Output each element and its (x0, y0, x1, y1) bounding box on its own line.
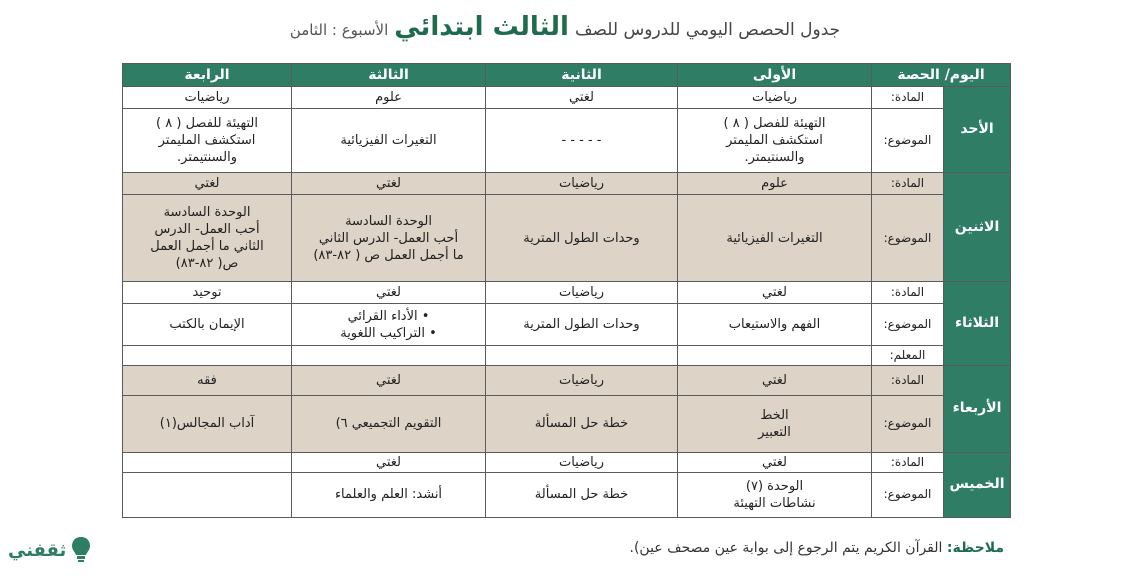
title-week: الأسبوع : الثامن (289, 21, 389, 39)
tuesday-topic-2: وحدات الطول المترية (486, 303, 678, 345)
sunday-subject-2: لغتي (486, 87, 678, 109)
subject-label: المادة: (872, 452, 944, 472)
tuesday-subject-row (123, 281, 1011, 303)
wednesday-subject-1: لغتي (678, 366, 872, 396)
note-label: ملاحظة: (946, 540, 1004, 556)
topic-label: الموضوع: (872, 195, 944, 281)
subject-label: المادة: (872, 281, 944, 303)
wednesday-topic-2: خطة حل المسألة (486, 396, 678, 452)
teacher-label: المعلم: (872, 346, 944, 366)
topic-label: الموضوع: (872, 303, 944, 345)
subject-label: المادة: (872, 173, 944, 195)
tuesday-teacher-3 (292, 346, 486, 366)
wednesday-topic-3: التقويم التجميعي ٦) (292, 396, 486, 452)
schedule-table (122, 63, 1011, 518)
thursday-subject-2: رياضيات (486, 452, 678, 472)
tuesday-topic-3: • الأداء القرائي • التراكيب اللغوية (292, 303, 486, 345)
tuesday-subject-3: لغتي (292, 281, 486, 303)
monday-topic-2: وحدات الطول المترية (486, 195, 678, 281)
header-row (123, 64, 1011, 87)
topic-label: الموضوع: (872, 396, 944, 452)
tuesday-topic-4: الإيمان بالكتب (123, 303, 292, 345)
monday-subject-3: لغتي (292, 173, 486, 195)
sunday-topic-row (123, 109, 1011, 173)
day-tuesday: الثلاثاء (944, 281, 1011, 365)
tuesday-subject-4: توحيد (123, 281, 292, 303)
sunday-topic-4: التهيئة للفصل ( ٨ ) استكشف المليمتر والسنتيمتر. (123, 109, 292, 173)
monday-topic-row (123, 195, 1011, 281)
lightbulb-icon (70, 535, 92, 565)
site-logo (8, 535, 92, 565)
thursday-topic-3: أنشد: العلم والعلماء (292, 472, 486, 517)
wednesday-topic-1: الخط التعبير (678, 396, 872, 452)
tuesday-topic-row (123, 303, 1011, 345)
sunday-subject-4: رياضيات (123, 87, 292, 109)
day-thursday: الخميس (944, 452, 1011, 517)
thursday-subject-3: لغتي (292, 452, 486, 472)
header-period-1: الأولى (678, 64, 872, 87)
header-period-3: الثالثة (292, 64, 486, 87)
header-period-2: الثانية (486, 64, 678, 87)
thursday-subject-4 (123, 452, 292, 472)
tuesday-teacher-row (123, 346, 1011, 366)
tuesday-subject-2: رياضيات (486, 281, 678, 303)
sunday-subject-1: رياضيات (678, 87, 872, 109)
sunday-subject-row (123, 87, 1011, 109)
header-day-period: اليوم/ الحصة (872, 64, 1011, 87)
logo-text: ثقفني (8, 539, 67, 561)
wednesday-subject-3: لغتي (292, 366, 486, 396)
topic-label: الموضوع: (872, 109, 944, 173)
sunday-subject-3: علوم (292, 87, 486, 109)
monday-subject-1: علوم (678, 173, 872, 195)
wednesday-subject-4: فقه (123, 366, 292, 396)
page-title (290, 12, 840, 42)
thursday-topic-row (123, 472, 1011, 517)
thursday-topic-2: خطة حل المسألة (486, 472, 678, 517)
monday-subject-4: لغتي (123, 173, 292, 195)
day-sunday: الأحد (944, 87, 1011, 173)
note-text: القرآن الكريم يتم الرجوع إلى بوابة عين مصحف عين). (629, 540, 943, 556)
wednesday-subject-2: رياضيات (486, 366, 678, 396)
tuesday-teacher-4 (123, 346, 292, 366)
monday-topic-3: الوحدة السادسة أحب العمل- الدرس الثاني ما أجمل العمل ص ( ٨٢-٨٣) (292, 195, 486, 281)
subject-label: المادة: (872, 366, 944, 396)
thursday-topic-4 (123, 472, 292, 517)
subject-label: المادة: (872, 87, 944, 109)
monday-topic-4: الوحدة السادسة أحب العمل- الدرس الثاني ما أجمل العمل ص( ٨٢-٨٣) (123, 195, 292, 281)
thursday-topic-1: الوحدة (٧) نشاطات التهيئة (678, 472, 872, 517)
wednesday-topic-4: آداب المجالس(١) (123, 396, 292, 452)
sunday-topic-3: التغيرات الفيزيائية (292, 109, 486, 173)
thursday-subject-1: لغتي (678, 452, 872, 472)
day-monday: الاثنين (944, 173, 1011, 281)
monday-topic-1: التغيرات الفيزيائية (678, 195, 872, 281)
tuesday-topic-1: الفهم والاستيعاب (678, 303, 872, 345)
monday-subject-2: رياضيات (486, 173, 678, 195)
wednesday-topic-row (123, 396, 1011, 452)
header-period-4: الرابعة (123, 64, 292, 87)
day-wednesday: الأربعاء (944, 366, 1011, 452)
tuesday-teacher-2 (486, 346, 678, 366)
tuesday-teacher-1 (678, 346, 872, 366)
title-prefix: جدول الحصص اليومي للدروس للصف (574, 20, 841, 40)
note (630, 540, 1005, 556)
thursday-subject-row (123, 452, 1011, 472)
tuesday-subject-1: لغتي (678, 281, 872, 303)
title-wrap (0, 12, 1130, 42)
sunday-topic-1: التهيئة للفصل ( ٨ ) استكشف المليمتر والسنتيمتر. (678, 109, 872, 173)
wednesday-subject-row (123, 366, 1011, 396)
monday-subject-row (123, 173, 1011, 195)
topic-label: الموضوع: (872, 472, 944, 517)
title-grade: الثالث ابتدائي (394, 12, 569, 42)
sunday-topic-2: - - - - - (486, 109, 678, 173)
